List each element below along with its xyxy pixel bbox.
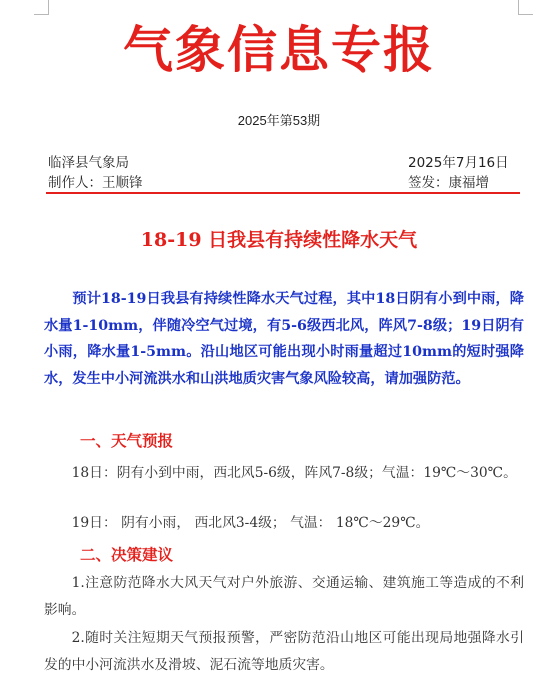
masthead-title: 气象信息专报 <box>123 21 435 79</box>
page-corner-mark-right <box>518 0 533 15</box>
meta-row-author <box>48 171 520 191</box>
advice-item-1: 1.注意防范降水大风天气对户外旅游、交通运输、建筑施工等造成的不利影响。 <box>44 575 524 618</box>
author: 制作人：王顺锋 <box>48 175 143 191</box>
forecast-day-19: 19日： 阴有小雨， 西北风3-4级； 气温： 18℃～29℃。 <box>71 515 430 531</box>
header-divider <box>46 192 520 194</box>
signer: 签发：康福增 <box>408 175 489 191</box>
section-title-advice: 二、决策建议 <box>80 546 174 564</box>
issue-date: 2025年7月16日 <box>408 155 509 171</box>
forecast-day-18: 18日：阴有小到中雨，西北风5-6级，阵风7-8级；气温：19℃～30℃。 <box>71 465 517 481</box>
lead-paragraph: 预计18-19日我县有持续性降水天气过程，其中18日阴有小到中雨，降水量1-10mm，伴随冷空气过境，有5-6级西北风，阵风7-8级；19日阴有小雨，降水量1-5mm。沿山地区可能出现小时雨量超过10mm的短时强降水，发生中小河流洪水和山洪地质灾害气象风险较高，请加强防范。 <box>44 291 524 387</box>
meta-row-issuer <box>48 151 520 171</box>
page-corner-mark-left <box>34 0 49 15</box>
issue-number: 2025年第53期 <box>237 113 321 128</box>
headline: 18-19 日我县有持续性降水天气 <box>140 229 418 251</box>
section-title-forecast: 一、天气预报 <box>80 432 174 450</box>
advice-item-2: 2.随时关注短期天气预报预警，严密防范沿山地区可能出现局地强降水引发的中小河流洪水及滑坡、泥石流等地质灾害。 <box>44 630 524 673</box>
issuer: 临泽县气象局 <box>48 155 129 171</box>
